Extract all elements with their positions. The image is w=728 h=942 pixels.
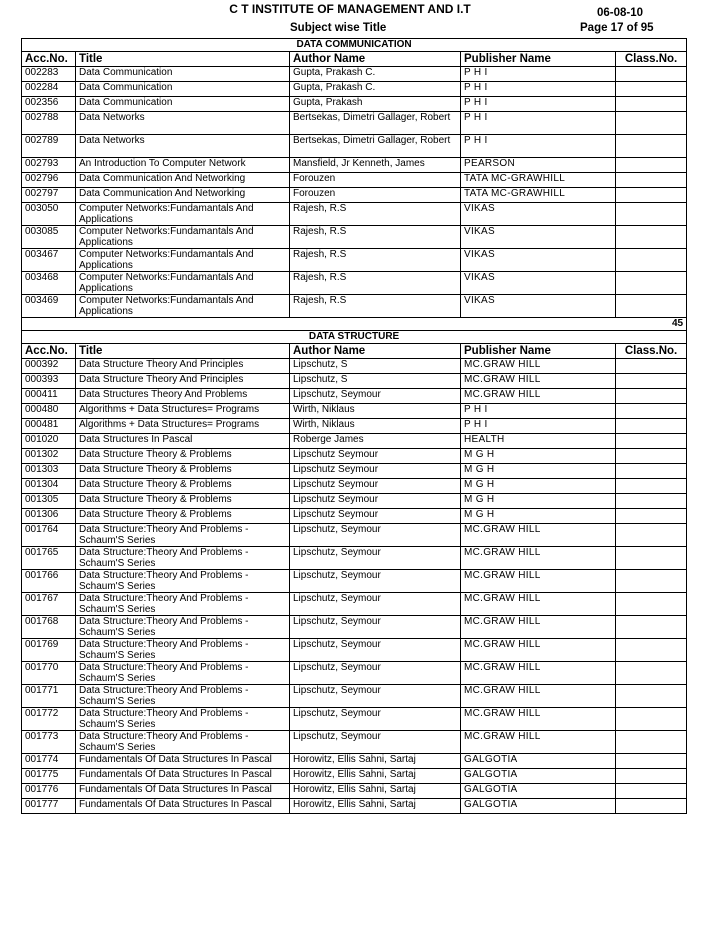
title-cell: Data Structure:Theory And Problems - Schaum'S Series [76,708,290,731]
acc-no-cell: 002797 [22,188,76,203]
class-no-cell [616,769,687,784]
acc-no-cell: 003468 [22,272,76,295]
table-row [22,524,687,547]
publisher-cell: MC.GRAW HILL [461,359,616,374]
title-cell: Data Structure Theory And Principles [76,374,290,389]
table-row [22,449,687,464]
title-cell: Data Structure Theory & Problems [76,449,290,464]
class-no-cell [616,389,687,404]
acc-no-cell: 001764 [22,524,76,547]
publisher-cell: GALGOTIA [461,769,616,784]
title-cell: Data Structure:Theory And Problems - Schaum'S Series [76,593,290,616]
class-no-cell [616,97,687,112]
acc-no-cell: 002284 [22,82,76,97]
col-header-author: Author Name [290,344,461,359]
table-row [22,434,687,449]
class-no-cell [616,82,687,97]
col-header-acc: Acc.No. [22,52,76,67]
author-cell: Gupta, Prakash [290,97,461,112]
table-row [22,272,687,295]
author-cell: Bertsekas, Dimetri Gallager, Robert [290,135,461,158]
publisher-cell: VIKAS [461,226,616,249]
class-no-cell [616,593,687,616]
class-no-cell [616,639,687,662]
acc-no-cell: 003085 [22,226,76,249]
acc-no-cell: 000411 [22,389,76,404]
author-cell: Mansfield, Jr Kenneth, James [290,158,461,173]
acc-no-cell: 001306 [22,509,76,524]
table-row [22,616,687,639]
author-cell: Forouzen [290,188,461,203]
title-cell: Data Structure:Theory And Problems - Schaum'S Series [76,616,290,639]
acc-no-cell: 002789 [22,135,76,158]
title-cell: Data Communication [76,82,290,97]
publisher-cell: MC.GRAW HILL [461,639,616,662]
author-cell: Lipschutz, Seymour [290,662,461,685]
author-cell: Horowitz, Ellis Sahni, Sartaj [290,769,461,784]
acc-no-cell: 001768 [22,616,76,639]
title-cell: Data Structure:Theory And Problems - Schaum'S Series [76,639,290,662]
publisher-cell: MC.GRAW HILL [461,524,616,547]
section-count-row [22,318,687,331]
acc-no-cell: 001302 [22,449,76,464]
acc-no-cell: 001771 [22,685,76,708]
title-cell: Data Structure:Theory And Problems - Schaum'S Series [76,547,290,570]
title-cell: Data Structure Theory & Problems [76,509,290,524]
publisher-cell: GALGOTIA [461,784,616,799]
report-subtitle: Subject wise Title [290,22,387,34]
publisher-cell: GALGOTIA [461,754,616,769]
title-cell: Data Structure Theory And Principles [76,359,290,374]
publisher-cell: P H I [461,67,616,82]
title-cell: Algorithms + Data Structures= Programs [76,404,290,419]
author-cell: Rajesh, R.S [290,226,461,249]
acc-no-cell: 002793 [22,158,76,173]
title-cell: Data Structures In Pascal [76,434,290,449]
class-no-cell [616,295,687,318]
title-cell: Computer Networks:Fundamantals And Applications [76,249,290,272]
table-row [22,97,687,112]
author-cell: Wirth, Niklaus [290,419,461,434]
class-no-cell [616,434,687,449]
publisher-cell: MC.GRAW HILL [461,616,616,639]
col-header-publisher: Publisher Name [461,52,616,67]
publisher-cell: VIKAS [461,272,616,295]
title-cell: Data Structure:Theory And Problems - Schaum'S Series [76,662,290,685]
report-date: 06-08-10 [597,7,644,19]
acc-no-cell: 003469 [22,295,76,318]
title-cell: Fundamentals Of Data Structures In Pascal [76,784,290,799]
page-number: Page 17 of 95 [580,22,654,34]
table-row [22,82,687,97]
publisher-cell: TATA MC-GRAWHILL [461,173,616,188]
author-cell: Lipschutz Seymour [290,494,461,509]
author-cell: Rajesh, R.S [290,203,461,226]
title-cell: Computer Networks:Fundamantals And Applications [76,226,290,249]
acc-no-cell: 001765 [22,547,76,570]
title-cell: Data Structures Theory And Problems [76,389,290,404]
author-cell: Lipschutz, Seymour [290,639,461,662]
table-row [22,295,687,318]
class-no-cell [616,173,687,188]
table-row [22,67,687,82]
table-row [22,464,687,479]
publisher-cell: P H I [461,419,616,434]
author-cell: Lipschutz, S [290,359,461,374]
author-cell: Lipschutz, Seymour [290,547,461,570]
institute-title: C T INSTITUTE OF MANAGEMENT AND I.T [229,2,471,16]
author-cell: Wirth, Niklaus [290,404,461,419]
title-cell: Fundamentals Of Data Structures In Pascal [76,799,290,814]
class-no-cell [616,685,687,708]
class-no-cell [616,799,687,814]
table-row [22,547,687,570]
col-header-acc: Acc.No. [22,344,76,359]
title-cell: Computer Networks:Fundamantals And Applications [76,272,290,295]
author-cell: Gupta, Prakash C. [290,82,461,97]
class-no-cell [616,449,687,464]
class-no-cell [616,547,687,570]
col-header-author: Author Name [290,52,461,67]
author-cell: Horowitz, Ellis Sahni, Sartaj [290,784,461,799]
author-cell: Horowitz, Ellis Sahni, Sartaj [290,799,461,814]
acc-no-cell: 001772 [22,708,76,731]
class-no-cell [616,112,687,135]
column-header-row [22,344,687,359]
title-cell: Data Structure Theory & Problems [76,479,290,494]
publisher-cell: TATA MC-GRAWHILL [461,188,616,203]
class-no-cell [616,754,687,769]
table-row [22,731,687,754]
class-no-cell [616,226,687,249]
class-no-cell [616,708,687,731]
section-title: DATA STRUCTURE [22,331,687,344]
class-no-cell [616,67,687,82]
author-cell: Lipschutz, Seymour [290,685,461,708]
table-row [22,593,687,616]
table-row [22,173,687,188]
catalog-table [21,38,687,814]
table-row [22,404,687,419]
col-header-class: Class.No. [616,344,687,359]
table-row [22,249,687,272]
title-cell: Algorithms + Data Structures= Programs [76,419,290,434]
title-cell: Data Communication And Networking [76,173,290,188]
author-cell: Lipschutz, Seymour [290,524,461,547]
acc-no-cell: 003467 [22,249,76,272]
class-no-cell [616,419,687,434]
publisher-cell: M G H [461,479,616,494]
publisher-cell: P H I [461,82,616,97]
table-row [22,784,687,799]
author-cell: Rajesh, R.S [290,249,461,272]
class-no-cell [616,272,687,295]
title-cell: Data Networks [76,135,290,158]
publisher-cell: MC.GRAW HILL [461,547,616,570]
title-cell: Fundamentals Of Data Structures In Pascal [76,769,290,784]
col-header-publisher: Publisher Name [461,344,616,359]
class-no-cell [616,404,687,419]
title-cell: Data Structure Theory & Problems [76,464,290,479]
publisher-cell: P H I [461,112,616,135]
author-cell: Roberge James [290,434,461,449]
author-cell: Lipschutz, Seymour [290,731,461,754]
acc-no-cell: 002356 [22,97,76,112]
class-no-cell [616,135,687,158]
author-cell: Lipschutz Seymour [290,509,461,524]
table-row [22,769,687,784]
section-header-row [22,331,687,344]
acc-no-cell: 003050 [22,203,76,226]
title-cell: Data Structure:Theory And Problems - Schaum'S Series [76,685,290,708]
class-no-cell [616,784,687,799]
publisher-cell: P H I [461,135,616,158]
table-row [22,799,687,814]
class-no-cell [616,203,687,226]
title-cell: Computer Networks:Fundamantals And Applications [76,295,290,318]
publisher-cell: MC.GRAW HILL [461,708,616,731]
col-header-title: Title [76,344,290,359]
class-no-cell [616,359,687,374]
title-cell: Data Networks [76,112,290,135]
publisher-cell: MC.GRAW HILL [461,662,616,685]
table-row [22,188,687,203]
class-no-cell [616,464,687,479]
acc-no-cell: 001304 [22,479,76,494]
acc-no-cell: 000392 [22,359,76,374]
acc-no-cell: 001773 [22,731,76,754]
publisher-cell: VIKAS [461,249,616,272]
acc-no-cell: 001767 [22,593,76,616]
author-cell: Lipschutz, S [290,374,461,389]
author-cell: Lipschutz Seymour [290,479,461,494]
title-cell: An Introduction To Computer Network [76,158,290,173]
publisher-cell: PEARSON [461,158,616,173]
table-row [22,708,687,731]
title-cell: Data Structure Theory & Problems [76,494,290,509]
publisher-cell: P H I [461,97,616,112]
table-row [22,494,687,509]
title-cell: Computer Networks:Fundamantals And Applications [76,203,290,226]
publisher-cell: M G H [461,509,616,524]
title-cell: Data Communication [76,97,290,112]
col-header-class: Class.No. [616,52,687,67]
column-header-row [22,52,687,67]
section-header-row [22,39,687,52]
publisher-cell: VIKAS [461,203,616,226]
class-no-cell [616,249,687,272]
acc-no-cell: 001775 [22,769,76,784]
publisher-cell: GALGOTIA [461,799,616,814]
author-cell: Lipschutz, Seymour [290,593,461,616]
table-row [22,662,687,685]
acc-no-cell: 000393 [22,374,76,389]
author-cell: Lipschutz, Seymour [290,570,461,593]
table-row [22,639,687,662]
publisher-cell: M G H [461,464,616,479]
class-no-cell [616,662,687,685]
acc-no-cell: 002796 [22,173,76,188]
author-cell: Lipschutz, Seymour [290,708,461,731]
author-cell: Lipschutz, Seymour [290,616,461,639]
author-cell: Rajesh, R.S [290,272,461,295]
table-row [22,135,687,158]
acc-no-cell: 002788 [22,112,76,135]
author-cell: Forouzen [290,173,461,188]
publisher-cell: MC.GRAW HILL [461,570,616,593]
acc-no-cell: 001020 [22,434,76,449]
publisher-cell: MC.GRAW HILL [461,731,616,754]
class-no-cell [616,374,687,389]
publisher-cell: MC.GRAW HILL [461,685,616,708]
table-row [22,158,687,173]
acc-no-cell: 001776 [22,784,76,799]
section-title: DATA COMMUNICATION [22,39,687,52]
title-cell: Data Communication And Networking [76,188,290,203]
publisher-cell: MC.GRAW HILL [461,389,616,404]
class-no-cell [616,494,687,509]
acc-no-cell: 001770 [22,662,76,685]
table-row [22,509,687,524]
publisher-cell: MC.GRAW HILL [461,593,616,616]
author-cell: Lipschutz Seymour [290,464,461,479]
acc-no-cell: 001777 [22,799,76,814]
acc-no-cell: 001774 [22,754,76,769]
publisher-cell: VIKAS [461,295,616,318]
title-cell: Fundamentals Of Data Structures In Pascal [76,754,290,769]
publisher-cell: P H I [461,404,616,419]
title-cell: Data Communication [76,67,290,82]
table-row [22,226,687,249]
acc-no-cell: 001303 [22,464,76,479]
table-row [22,359,687,374]
author-cell: Rajesh, R.S [290,295,461,318]
publisher-cell: MC.GRAW HILL [461,374,616,389]
table-row [22,570,687,593]
publisher-cell: M G H [461,449,616,464]
author-cell: Horowitz, Ellis Sahni, Sartaj [290,754,461,769]
class-no-cell [616,158,687,173]
title-cell: Data Structure:Theory And Problems - Schaum'S Series [76,731,290,754]
table-row [22,374,687,389]
publisher-cell: HEALTH [461,434,616,449]
publisher-cell: M G H [461,494,616,509]
table-row [22,685,687,708]
class-no-cell [616,479,687,494]
class-no-cell [616,524,687,547]
acc-no-cell: 001766 [22,570,76,593]
table-row [22,203,687,226]
class-no-cell [616,188,687,203]
col-header-title: Title [76,52,290,67]
title-cell: Data Structure:Theory And Problems - Schaum'S Series [76,524,290,547]
author-cell: Bertsekas, Dimetri Gallager, Robert [290,112,461,135]
table-row [22,389,687,404]
author-cell: Gupta, Prakash C. [290,67,461,82]
table-row [22,754,687,769]
acc-no-cell: 000480 [22,404,76,419]
acc-no-cell: 002283 [22,67,76,82]
acc-no-cell: 001305 [22,494,76,509]
author-cell: Lipschutz, Seymour [290,389,461,404]
class-no-cell [616,509,687,524]
table-row [22,112,687,135]
class-no-cell [616,616,687,639]
table-row [22,479,687,494]
acc-no-cell: 001769 [22,639,76,662]
title-cell: Data Structure:Theory And Problems - Schaum'S Series [76,570,290,593]
acc-no-cell: 000481 [22,419,76,434]
section-count: 45 [22,318,687,331]
author-cell: Lipschutz Seymour [290,449,461,464]
table-row [22,419,687,434]
class-no-cell [616,570,687,593]
class-no-cell [616,731,687,754]
